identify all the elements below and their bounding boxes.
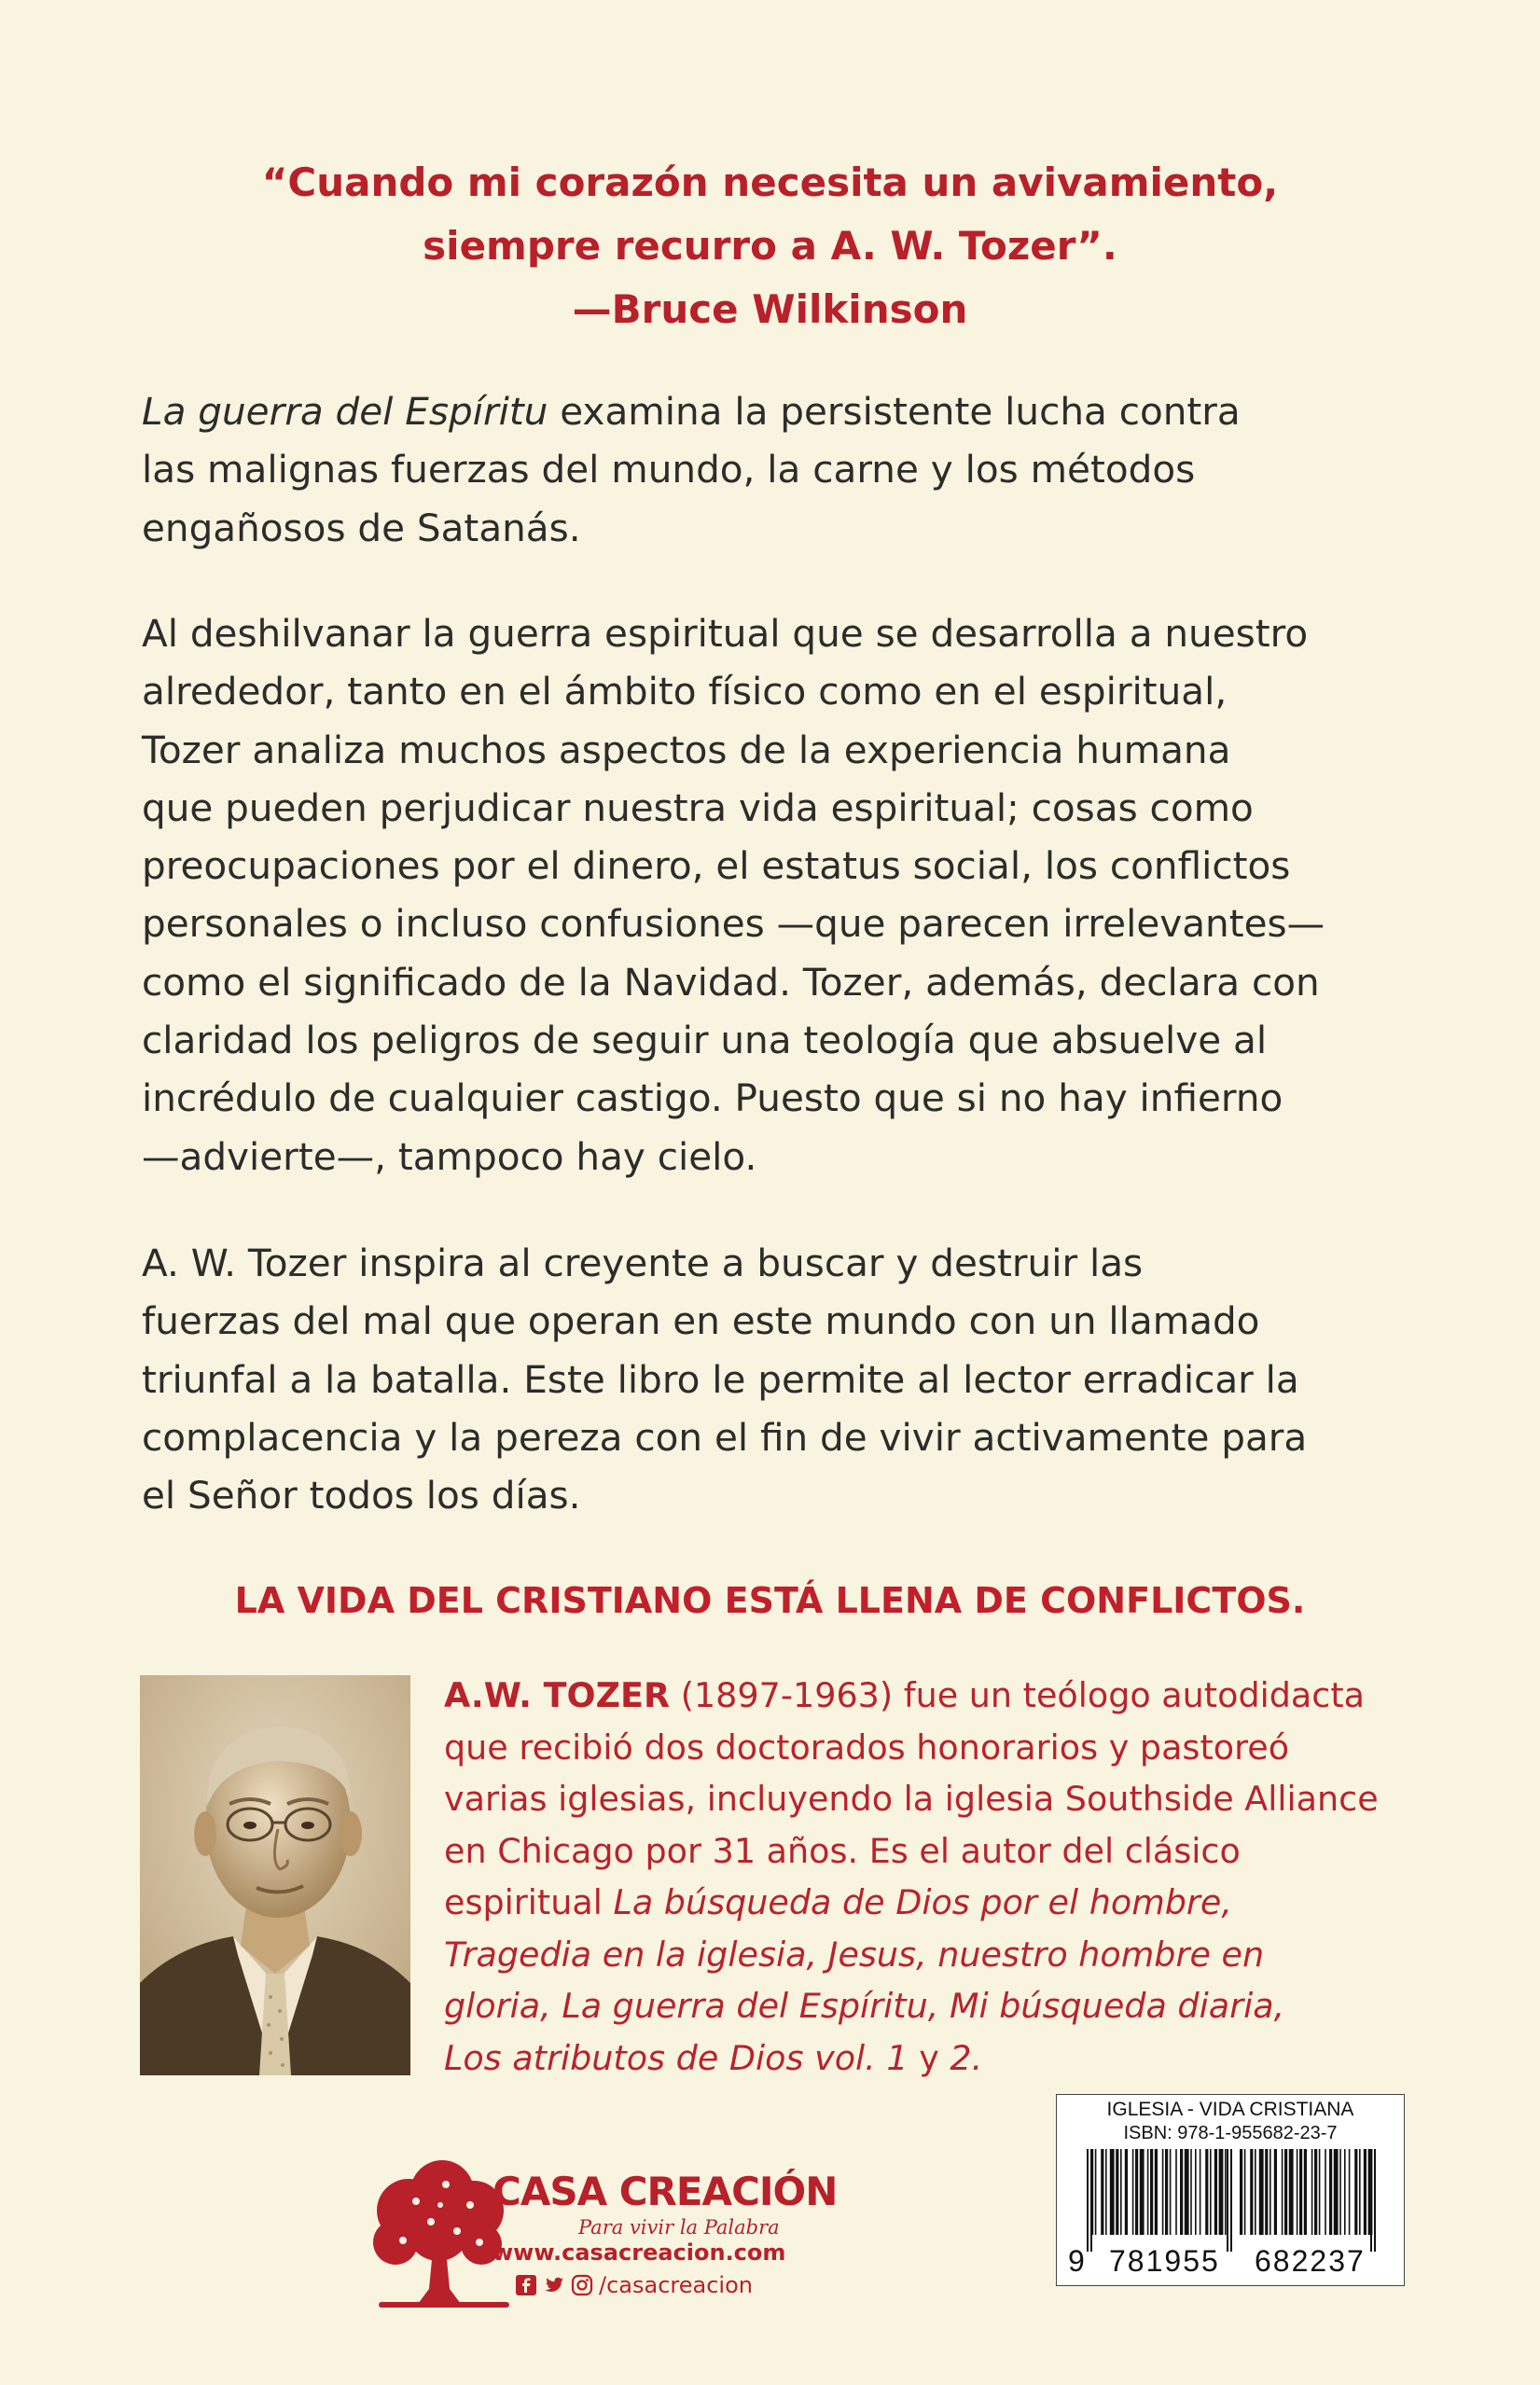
barcode-bar <box>1244 2149 1246 2235</box>
barcode-bar <box>1101 2149 1103 2235</box>
barcode-bar <box>1165 2149 1168 2235</box>
instagram-icon[interactable] <box>571 2274 593 2296</box>
social-handle[interactable]: /casacreacion <box>599 2272 753 2298</box>
barcode-bar <box>1240 2149 1242 2235</box>
paragraph-line: las malignas fuerzas del mundo, la carne y los métodos <box>142 447 1196 492</box>
barcode-bar <box>1120 2149 1122 2235</box>
barcode-group-left: 781955 <box>1109 2244 1220 2278</box>
barcode-bar <box>1185 2149 1189 2235</box>
publisher-slogan: Para vivir la Palabra <box>578 2216 780 2239</box>
barcode-bar <box>1155 2149 1158 2235</box>
barcode-bar <box>1180 2149 1183 2235</box>
paragraph-line: incrédulo de cualquier castigo. Puesto que si no hay infierno <box>142 1075 1283 1121</box>
publisher-url[interactable]: www.casacreacion.com <box>493 2239 786 2266</box>
paragraph-line: como el significado de la Navidad. Tozer, además, declara con <box>142 959 1320 1005</box>
quote-line: “Cuando mi corazón necesita un avivamiento, <box>261 159 1279 205</box>
author-photo <box>140 1675 410 2075</box>
quote-attribution: —Bruce Wilkinson <box>572 286 968 332</box>
barcode-bar <box>1259 2149 1264 2235</box>
description-paragraph-3 <box>142 1234 1466 1524</box>
book-title: La guerra del Espíritu <box>142 389 548 434</box>
barcode-bar <box>1132 2149 1134 2235</box>
barcode-bar <box>1219 2149 1224 2235</box>
barcode-bar <box>1319 2149 1321 2235</box>
barcode-guard-bar <box>1370 2149 1372 2252</box>
barcode-category: IGLESIA - VIDA CRISTIANA <box>1106 2099 1354 2120</box>
barcode-bar <box>1329 2149 1332 2235</box>
twitter-icon[interactable] <box>543 2274 565 2296</box>
barcode-bar <box>1325 2149 1326 2235</box>
barcode-bar <box>1255 2149 1256 2235</box>
publisher-social <box>515 2272 753 2298</box>
barcode-bar <box>1284 2149 1287 2235</box>
facebook-icon[interactable] <box>515 2274 537 2296</box>
bio-line: en Chicago por 31 años. Es el autor del clásico <box>444 1830 1241 1871</box>
barcode-bar <box>1190 2149 1192 2235</box>
endorsement-quote <box>0 151 1540 341</box>
bio-line: Tragedia en la iglesia, Jesus, nuestro hombre en <box>444 1934 1265 1975</box>
publisher-name: CASA CREACIÓN <box>493 2169 838 2214</box>
description-paragraph-1 <box>142 382 1466 557</box>
paragraph-line: el Señor todos los días. <box>142 1473 581 1518</box>
barcode-group-right: 682237 <box>1255 2244 1366 2278</box>
barcode-bar <box>1349 2149 1351 2235</box>
paragraph-line: alrededor, tanto en el ámbito físico como en el espiritual, <box>142 669 1228 714</box>
barcode-guard-bar <box>1374 2149 1376 2252</box>
paragraph-line: A. W. Tozer inspira al creyente a buscar y destruir las <box>142 1241 1144 1285</box>
barcode-bar <box>1095 2149 1097 2235</box>
barcode-guard-bar <box>1087 2149 1089 2252</box>
barcode-bar <box>1116 2149 1118 2235</box>
barcode-bar <box>1282 2149 1283 2235</box>
paragraph-line: —advierte—, tampoco hay cielo. <box>142 1133 757 1179</box>
bio-line: Los atributos de Dios vol. 1 y 2. <box>444 2037 983 2078</box>
author-bio <box>444 1670 1489 2084</box>
barcode-bar <box>1110 2149 1115 2235</box>
barcode-bar <box>1105 2149 1107 2235</box>
barcode-bar <box>1269 2149 1271 2235</box>
barcode-bar <box>1195 2149 1197 2235</box>
barcode-bar <box>1354 2149 1357 2235</box>
barcode-bar <box>1225 2149 1227 2235</box>
barcode-guard-bar <box>1230 2149 1232 2252</box>
barcode-bar <box>1140 2149 1145 2235</box>
barcode-bar <box>1289 2149 1294 2235</box>
barcode-bar <box>1150 2149 1153 2235</box>
barcode-bar <box>1274 2149 1277 2235</box>
tagline: LA VIDA DEL CRISTIANO ESTÁ LLENA DE CONFLICTOS. <box>234 1580 1306 1621</box>
barcode-bar <box>1205 2149 1208 2235</box>
author-name: A.W. TOZER <box>444 1675 671 1715</box>
barcode-bar <box>1125 2149 1128 2235</box>
bio-line: varias iglesias, incluyendo la iglesia Southside Alliance <box>444 1779 1379 1819</box>
bio-line: A.W. TOZER (1897-1963) fue un teólogo autodidacta <box>444 1675 1366 1715</box>
barcode-guard-bar <box>1227 2149 1228 2252</box>
paragraph-line: preocupaciones por el dinero, el estatus social, los conflictos <box>142 843 1291 889</box>
barcode-bar <box>1175 2149 1177 2235</box>
barcode-bar <box>1200 2149 1201 2235</box>
barcode-bar <box>1147 2149 1149 2235</box>
paragraph-line: que pueden perjudicar nuestra vida espiritual; cosas como <box>142 784 1254 830</box>
barcode-bar <box>1297 2149 1298 2235</box>
barcode-bar <box>1210 2149 1212 2235</box>
barcode-bar <box>1339 2149 1341 2235</box>
barcode-image <box>1070 2149 1391 2252</box>
barcode-box <box>1056 2094 1405 2286</box>
barcode-digit-first: 9 <box>1068 2244 1087 2278</box>
paragraph-line: fuerzas del mal que operan en este mundo con un llamado <box>142 1298 1260 1344</box>
barcode-bar <box>1314 2149 1317 2235</box>
barcode-bar <box>1304 2149 1307 2235</box>
barcode-bar <box>1250 2149 1253 2235</box>
barcode-bar <box>1311 2149 1313 2235</box>
paragraph-line: complacencia y la pereza con el fin de vivir activamente para <box>142 1414 1308 1460</box>
barcode-bar <box>1162 2149 1164 2235</box>
barcode-isbn: ISBN: 978-1-955682-23-7 <box>1123 2123 1338 2143</box>
barcode-bar <box>1364 2149 1367 2235</box>
paragraph-line: triunfal a la batalla. Este libro le permite al lector erradicar la <box>142 1356 1299 1402</box>
bio-line: espiritual La búsqueda de Dios por el hombre, <box>444 1882 1232 1922</box>
author-portrait-image <box>140 1675 410 2075</box>
barcode-bar <box>1135 2149 1138 2235</box>
barcode-bar <box>1359 2149 1361 2235</box>
quote-line: siempre recurro a A. W. Tozer”. <box>423 223 1117 269</box>
barcode-bar <box>1265 2149 1268 2235</box>
barcode-bar <box>1344 2149 1346 2235</box>
paragraph-line: Al deshilvanar la guerra espiritual que se desarrolla a nuestro <box>142 611 1309 656</box>
paragraph-line: personales o incluso confusiones —que parecen irrelevantes— <box>142 901 1325 947</box>
barcode-bar <box>1299 2149 1302 2235</box>
bio-line: gloria, La guerra del Espíritu, Mi búsqueda diaria, <box>444 1986 1285 2026</box>
paragraph-line: claridad los peligros de seguir una teología que absuelve al <box>142 1018 1268 1063</box>
paragraph-line: Tozer analiza muchos aspectos de la experiencia humana <box>142 727 1231 772</box>
paragraph-line: engañosos de Satanás. <box>142 505 581 550</box>
barcode-bar <box>1334 2149 1339 2235</box>
barcode-bar <box>1090 2149 1093 2235</box>
bio-line: que recibió dos doctorados honorarios y pastoreó <box>444 1726 1290 1768</box>
description-paragraph-2 <box>142 604 1466 1186</box>
barcode-bar <box>1170 2149 1172 2235</box>
barcode-bar <box>1214 2149 1217 2235</box>
paragraph-line: La guerra del Espíritu examina la persistente lucha contra <box>142 389 1241 434</box>
